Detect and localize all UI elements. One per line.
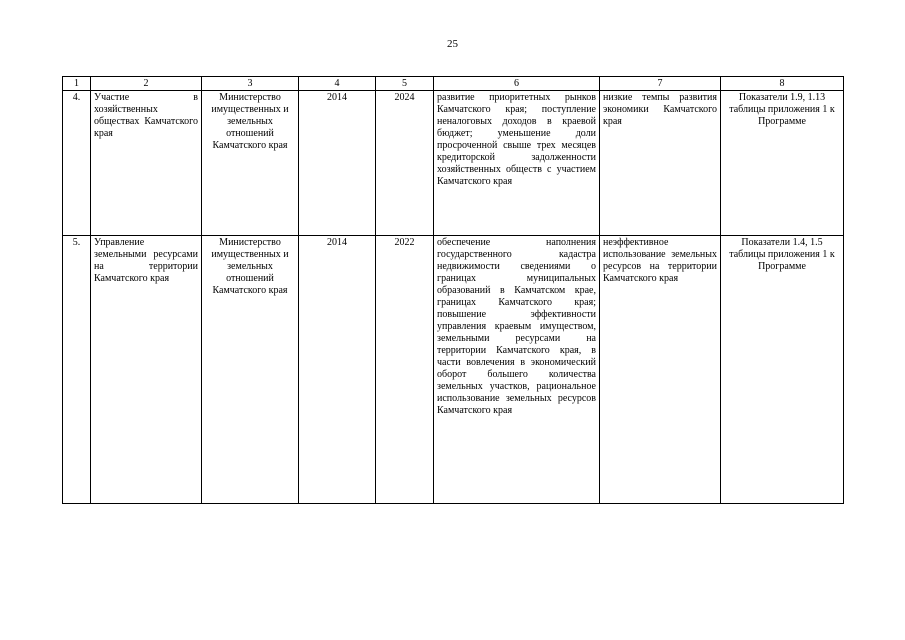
row-number-cell: 5. xyxy=(63,236,91,504)
header-cell-6: 6 xyxy=(434,77,600,91)
indicators-cell: Показатели 1.4, 1.5 таблицы приложения 1 к Программе xyxy=(721,236,844,504)
indicators-cell: Показатели 1.9, 1.13 таблицы приложения 1 к Программе xyxy=(721,91,844,236)
table-header-row xyxy=(63,77,844,91)
header-cell-3: 3 xyxy=(202,77,299,91)
header-cell-8: 8 xyxy=(721,77,844,91)
header-cell-4: 4 xyxy=(299,77,376,91)
header-cell-5: 5 xyxy=(376,77,434,91)
expected-result-cell: обеспечение наполнения государственного кадастра недвижимости сведениями о границах муниципальных образований в Камчатском крае, границах Камчатского края; повышение эффективности управления краевым имуществом, земельными ресурсами на территории Камчатского края, в части вовлечения в экономический оборот большего количества земельных участков, рациональное использование земельных ресурсов Камчатского края xyxy=(434,236,600,504)
end-year-cell: 2022 xyxy=(376,236,434,504)
measure-name-cell: Участие в хозяйственных обществах Камчатского края xyxy=(91,91,202,236)
executor-cell: Министерство имущественных и земельных отношений Камчатского края xyxy=(202,236,299,504)
consequence-cell: низкие темпы развития экономики Камчатского края xyxy=(600,91,721,236)
program-measures-table xyxy=(62,76,844,504)
header-cell-1: 1 xyxy=(63,77,91,91)
row-number-cell: 4. xyxy=(63,91,91,236)
table-row xyxy=(63,236,844,504)
page-number: 25 xyxy=(447,38,458,50)
consequence-cell: неэффективное использование земельных ресурсов на территории Камчатского края xyxy=(600,236,721,504)
executor-cell: Министерство имущественных и земельных отношений Камчатского края xyxy=(202,91,299,236)
measure-name-cell: Управление земельными ресурсами на территории Камчатского края xyxy=(91,236,202,504)
end-year-cell: 2024 xyxy=(376,91,434,236)
header-cell-7: 7 xyxy=(600,77,721,91)
start-year-cell: 2014 xyxy=(299,236,376,504)
start-year-cell: 2014 xyxy=(299,91,376,236)
table-row xyxy=(63,91,844,236)
header-cell-2: 2 xyxy=(91,77,202,91)
expected-result-cell: развитие приоритетных рынков Камчатского края; поступление неналоговых доходов в краевой бюджет; уменьшение доли просроченной свыше трех месяцев кредиторской задолженности хозяйственных обществ с участием Камчатского края xyxy=(434,91,600,236)
